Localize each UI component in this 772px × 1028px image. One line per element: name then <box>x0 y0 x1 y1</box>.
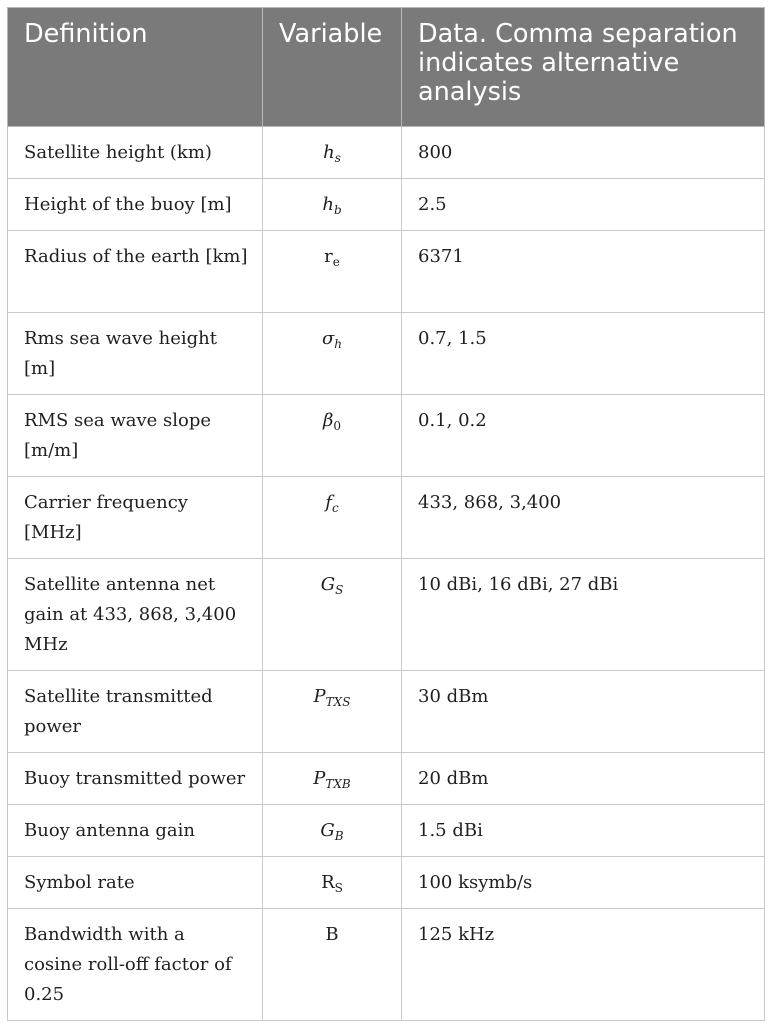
definition-cell: Carrier frequency [MHz] <box>8 477 263 559</box>
table-row <box>8 231 765 313</box>
variable-cell <box>263 179 402 231</box>
header-row <box>8 8 765 127</box>
variable-symbol: R <box>321 872 335 893</box>
header-definition: Definition <box>8 8 263 127</box>
variable-subscript: S <box>335 583 344 597</box>
table-row <box>8 671 765 753</box>
variable-subscript: e <box>332 255 340 269</box>
data-cell: 0.7, 1.5 <box>402 313 765 395</box>
definition-cell: RMS sea wave slope [m/m] <box>8 395 263 477</box>
definition-cell: Symbol rate <box>8 857 263 909</box>
variable-cell <box>263 313 402 395</box>
data-cell: 433, 868, 3,400 <box>402 477 765 559</box>
data-cell: 10 dBi, 16 dBi, 27 dBi <box>402 559 765 671</box>
table-row <box>8 857 765 909</box>
table-row <box>8 753 765 805</box>
table-row <box>8 179 765 231</box>
variable-subscript: c <box>331 501 339 515</box>
variable-subscript: 0 <box>333 419 342 433</box>
variable-symbol: G <box>320 574 336 595</box>
variable-symbol: G <box>320 820 335 841</box>
variable-symbol: σ <box>321 328 335 349</box>
data-cell: 0.1, 0.2 <box>402 395 765 477</box>
data-cell: 1.5 dBi <box>402 805 765 857</box>
table-row <box>8 395 765 477</box>
definition-cell: Bandwidth with a cosine roll-off factor of 0.25 <box>8 909 263 1021</box>
variable-symbol: h <box>323 142 335 163</box>
table-row <box>8 127 765 179</box>
variable-subscript: b <box>333 203 342 217</box>
definition-cell: Radius of the earth [km] <box>8 231 263 313</box>
table-row <box>8 559 765 671</box>
variable-cell <box>263 231 402 313</box>
definition-cell: Satellite transmitted power <box>8 671 263 753</box>
data-cell: 6371 <box>402 231 765 313</box>
variable-cell <box>263 127 402 179</box>
data-cell: 100 ksymb/s <box>402 857 765 909</box>
variable-cell <box>263 857 402 909</box>
variable-cell <box>263 477 402 559</box>
variable-cell <box>263 753 402 805</box>
definition-cell: Buoy antenna gain <box>8 805 263 857</box>
table-row <box>8 909 765 1021</box>
table-row <box>8 313 765 395</box>
variable-subscript: TXS <box>325 695 351 709</box>
variable-subscript: TXB <box>325 777 351 791</box>
definition-cell: Rms sea wave height [m] <box>8 313 263 395</box>
variable-subscript: h <box>334 337 343 351</box>
data-cell: 30 dBm <box>402 671 765 753</box>
header-data: Data. Comma separation indicates alternative analysis <box>402 8 765 127</box>
variable-cell <box>263 395 402 477</box>
variable-symbol: h <box>322 194 334 215</box>
header-variable: Variable <box>263 8 402 127</box>
variable-subscript: B <box>334 829 344 843</box>
table-row <box>8 477 765 559</box>
table-header <box>8 8 765 127</box>
variable-symbol: P <box>313 686 326 707</box>
data-cell: 800 <box>402 127 765 179</box>
variable-subscript: s <box>334 151 341 165</box>
definition-cell: Height of the buoy [m] <box>8 179 263 231</box>
variable-symbol: r <box>324 246 333 267</box>
variable-symbol: β <box>322 410 334 431</box>
variable-cell <box>263 559 402 671</box>
data-cell: 125 kHz <box>402 909 765 1021</box>
data-cell: 20 dBm <box>402 753 765 805</box>
variable-symbol: B <box>325 924 339 945</box>
definition-cell: Buoy transmitted power <box>8 753 263 805</box>
variable-symbol: P <box>313 768 326 789</box>
variable-cell <box>263 671 402 753</box>
variable-symbol: f <box>325 492 332 513</box>
variable-cell <box>263 805 402 857</box>
variable-cell <box>263 909 402 1021</box>
parameters-table <box>7 7 765 1021</box>
table-body <box>8 127 765 1021</box>
variable-subscript: S <box>334 881 343 895</box>
definition-cell: Satellite height (km) <box>8 127 263 179</box>
table-row <box>8 805 765 857</box>
data-cell: 2.5 <box>402 179 765 231</box>
definition-cell: Satellite antenna net gain at 433, 868, 3,400 MHz <box>8 559 263 671</box>
